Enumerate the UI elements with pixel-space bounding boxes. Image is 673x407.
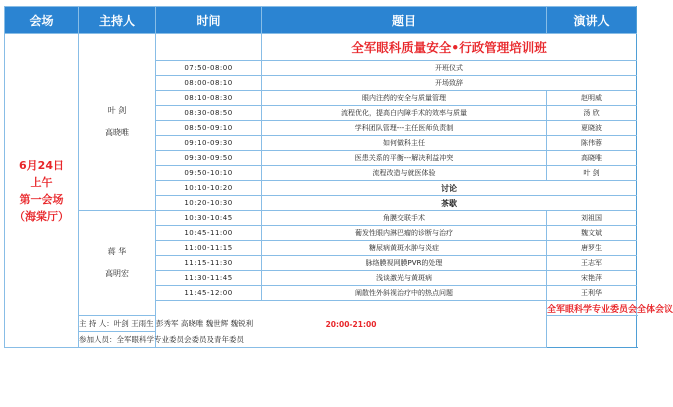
header-host: 主持人	[79, 7, 156, 34]
session-topic: 如何做科主任	[262, 136, 547, 151]
host-name: 高明宏	[105, 269, 129, 278]
session-time: 11:30-11:45	[156, 271, 262, 286]
venue-hall: 第一会场	[19, 192, 64, 206]
committee-hosts: 主 持 人：叶剑 王雨生 彭秀军 高晓唯 魏世辉 魏锐利	[79, 316, 262, 332]
session-speaker: 陈伟蓉	[547, 136, 637, 151]
committee-attendees: 参加人员：全军眼科学专业委员会委员及青年委员	[79, 332, 262, 348]
host-group-1	[79, 34, 156, 211]
session-speaker: 王利华	[547, 286, 637, 301]
venue-period: 上午	[30, 175, 53, 189]
committee-title: 全军眼科学专业委员会全体会议	[547, 301, 637, 316]
session-topic: 脉络膜视网膜PVR的处理	[262, 256, 547, 271]
session-topic: 开场致辞	[262, 76, 637, 91]
session-topic: 讨论	[262, 181, 637, 196]
session-time: 10:45-11:00	[156, 226, 262, 241]
header-speaker: 演讲人	[547, 7, 637, 34]
session-speaker: 王志军	[547, 256, 637, 271]
session-speaker: 高晓唯	[547, 151, 637, 166]
session-time: 08:10-08:30	[156, 91, 262, 106]
session-speaker: 刘祖国	[547, 211, 637, 226]
committee-time: 20:00-21:00	[156, 301, 547, 348]
session-topic: 阐散性外斜视治疗中的热点问题	[262, 286, 547, 301]
session-time: 11:45-12:00	[156, 286, 262, 301]
session-time: 10:10-10:20	[156, 181, 262, 196]
session-speaker: 汤 欣	[547, 106, 637, 121]
session-time: 08:00-08:10	[156, 76, 262, 91]
session-speaker: 叶 剑	[547, 166, 637, 181]
host-name: 蒋 华	[107, 247, 127, 256]
venue-date: 6月24日	[19, 158, 64, 172]
session-time: 11:00-11:15	[156, 241, 262, 256]
header-topic: 题目	[262, 7, 547, 34]
venue-room: （海棠厅）	[14, 209, 69, 223]
session-topic: 葡发性眼内淋巴瘤的诊断与治疗	[262, 226, 547, 241]
table-row	[5, 211, 637, 226]
host-name: 高晓唯	[105, 128, 129, 137]
session-topic: 角膜交联手术	[262, 211, 547, 226]
session-topic: 眼内注药的安全与质量管理	[262, 91, 547, 106]
course-title: 全军眼科质量安全•行政管理培训班	[262, 34, 637, 61]
session-topic: 茶歇	[262, 196, 637, 211]
session-speaker: 唐罗生	[547, 241, 637, 256]
session-topic: 流程改造与就医体验	[262, 166, 547, 181]
session-speaker: 宋艳萍	[547, 271, 637, 286]
session-time: 08:50-09:10	[156, 121, 262, 136]
session-topic: 流程优化，提高白内障手术的效率与质量	[262, 106, 547, 121]
session-topic: 学科团队管理---主任医师负责制	[262, 121, 547, 136]
host-name: 叶 剑	[107, 106, 127, 115]
session-time: 10:30-10:45	[156, 211, 262, 226]
session-topic: 开班仪式	[262, 61, 637, 76]
header-time: 时间	[156, 7, 262, 34]
session-time: 08:30-08:50	[156, 106, 262, 121]
venue-cell	[5, 34, 79, 348]
session-time: 09:30-09:50	[156, 151, 262, 166]
session-time: 09:50-10:10	[156, 166, 262, 181]
session-speaker: 赵明威	[547, 91, 637, 106]
session-time: 10:20-10:30	[156, 196, 262, 211]
host-group-2	[79, 211, 156, 316]
blank-cell	[156, 34, 262, 61]
schedule-table	[4, 6, 673, 348]
header-venue: 会场	[5, 7, 79, 34]
session-topic: 医患关系的平衡---解决利益冲突	[262, 151, 547, 166]
session-time: 07:50-08:00	[156, 61, 262, 76]
session-speaker: 魏文斌	[547, 226, 637, 241]
session-topic: 糖尿病黄斑水肿与炎症	[262, 241, 547, 256]
session-time: 09:10-09:30	[156, 136, 262, 151]
session-speaker: 夏晓波	[547, 121, 637, 136]
table-header-row	[5, 7, 637, 34]
session-topic: 浅谈激光与黄斑病	[262, 271, 547, 286]
session-time: 11:15-11:30	[156, 256, 262, 271]
